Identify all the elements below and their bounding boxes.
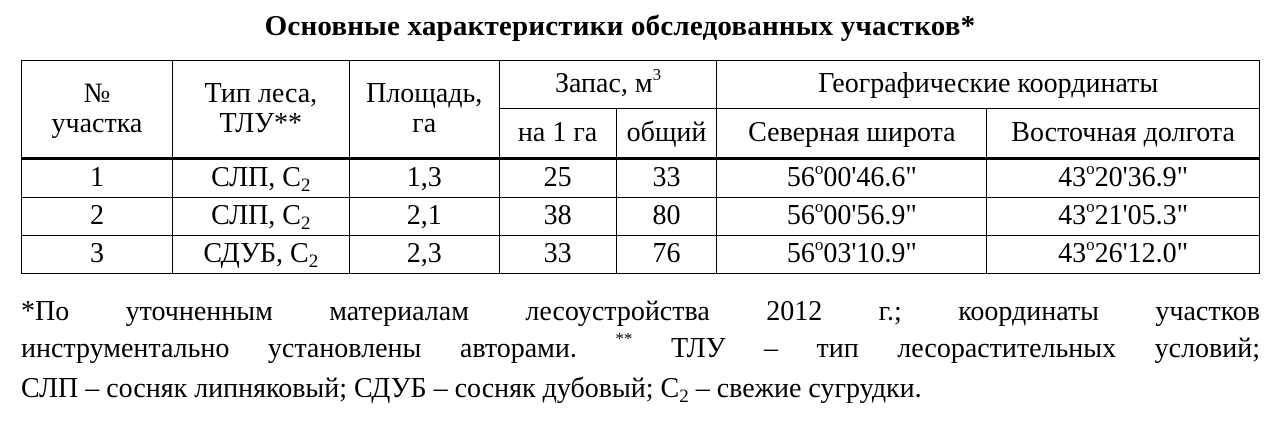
cell-stock-total: 80	[616, 198, 717, 236]
cell-stock-total: 76	[616, 236, 717, 274]
cell-area: 2,3	[349, 236, 499, 274]
cell-longitude: 43$^o$21'05.3"	[987, 198, 1260, 236]
header-stock: Запас, $м^3$	[499, 61, 717, 109]
cell-site-no: 1	[22, 159, 173, 198]
header-area: Площадь, га	[349, 61, 499, 159]
cell-forest-type: СЛП, $С_2$	[172, 159, 349, 198]
table-row	[22, 198, 1260, 236]
cell-site-no: 3	[22, 236, 173, 274]
table-row	[22, 236, 1260, 274]
cell-area: 2,1	[349, 198, 499, 236]
cell-longitude: 43$^o$20'36.9"	[987, 159, 1260, 198]
header-forest-type: Тип леса, ТЛУ**	[172, 61, 349, 159]
sites-table	[21, 60, 1260, 274]
cell-latitude: 56$^o$03'10.9"	[717, 236, 987, 274]
header-coords: Географические координаты	[717, 61, 1260, 109]
cell-site-no: 2	[22, 198, 173, 236]
footnote-line-3: СЛП – сосняк липняковый; СДУБ – сосняк дубовый; $С_2$ – свежие сугрудки.	[21, 373, 922, 407]
header-stock-per-ha: на 1 га	[499, 109, 616, 159]
cell-stock-total: 33	[616, 159, 717, 198]
table-row	[22, 159, 1260, 198]
cell-forest-type: СДУБ, $С_2$	[172, 236, 349, 274]
footnote-line-1: *По уточненным материалам лесоустройства 2012 г.; координаты участков	[21, 296, 1260, 327]
header-latitude: Северная широта	[717, 109, 987, 159]
cell-stock-per-ha: 33	[499, 236, 616, 274]
cell-forest-type: СЛП, $С_2$	[172, 198, 349, 236]
cell-stock-per-ha: 38	[499, 198, 616, 236]
cell-latitude: 56$^o$00'56.9"	[717, 198, 987, 236]
cell-stock-per-ha: 25	[499, 159, 616, 198]
footnote-line-2: инструментально установлены авторами. ** ТЛУ – тип лесорастительных условий;	[21, 329, 1261, 364]
header-longitude: Восточная долгота	[987, 109, 1260, 159]
footnote	[21, 293, 1260, 410]
header-site-no: № участка	[22, 61, 173, 159]
header-stock-total: общий	[616, 109, 717, 159]
table-title: Основные характеристики обследованных участков*	[264, 10, 976, 42]
cell-longitude: 43$^o$26'12.0"	[987, 236, 1260, 274]
cell-latitude: 56$^o$00'46.6"	[717, 159, 987, 198]
cell-area: 1,3	[349, 159, 499, 198]
